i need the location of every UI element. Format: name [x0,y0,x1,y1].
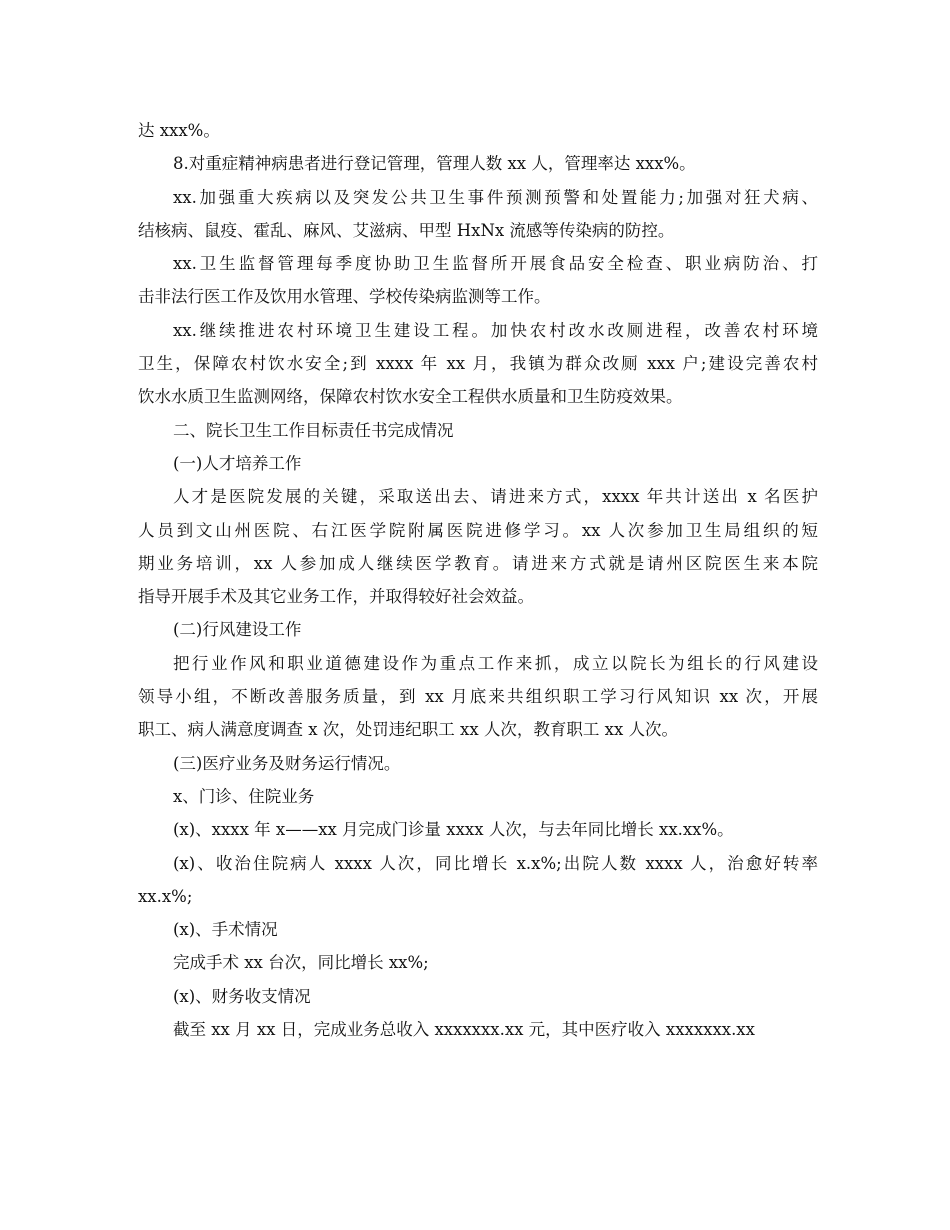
paragraph-line: x、门诊、住院业务 [173,786,315,806]
paragraph-line: 人才是医院发展的关键，采取送出去、请进来方式，xxxx 年共计送出 x 名医护 [173,487,818,507]
paragraph-line: 职工、病人满意度调查 x 次，处罚违纪职工 xx 人次，教育职工 xx 人次。 [138,720,678,740]
paragraph-line: 结核病、鼠疫、霍乱、麻风、艾滋病、甲型 HxNx 流感等传染病的防控。 [138,220,675,240]
paragraph-line: 截至 xx 月 xx 日，完成业务总收入 xxxxxxx.xx 元，其中医疗收入 xxxxxxx.xx [173,1020,755,1040]
paragraph-line: 人员到文山州医院、右江医学院附属医院进修学习。xx 人次参加卫生局组织的短 [138,520,818,540]
paragraph-line: 二、院长卫生工作目标责任书完成情况 [173,420,454,440]
paragraph-line: 完成手术 xx 台次，同比增长 xx%; [173,953,429,973]
paragraph-line: (二)行风建设工作 [173,620,302,640]
paragraph-line: xx.继续推进农村环境卫生建设工程。加快农村改水改厕进程，改善农村环境 [173,320,818,340]
paragraph-line: (x)、收治住院病人 xxxx 人次，同比增长 x.x%;出院人数 xxxx 人，治愈好转率 [173,853,818,873]
paragraph-line: 8.对重症精神病患者进行登记管理，管理人数 xx 人，管理率达 xxx%。 [173,154,696,174]
paragraph-line: 指导开展手术及其它业务工作，并取得较好社会效益。 [138,587,534,607]
paragraph-line: 卫生，保障农村饮水安全;到 xxxx 年 xx 月，我镇为群众改厕 xxx 户;建设完善农村 [138,354,818,374]
paragraph-line: xx.卫生监督管理每季度协助卫生监督所开展食品安全检查、职业病防治、打 [173,254,818,274]
paragraph-line: xx.加强重大疾病以及突发公共卫生事件预测预警和处置能力;加强对狂犬病、 [173,187,818,207]
paragraph-line: 达 xxx%。 [138,121,220,140]
paragraph-line: (x)、财务收支情况 [173,986,311,1006]
paragraph-line: (三)医疗业务及财务运行情况。 [173,753,401,773]
paragraph-line: (x)、手术情况 [173,920,278,940]
paragraph-line: xx.x%; [138,886,193,906]
paragraph-line: (x)、xxxx 年 x——xx 月完成门诊量 xxxx 人次，与去年同比增长 xx.xx%。 [173,820,734,840]
paragraph-line: 击非法行医工作及饮用水管理、学校传染病监测等工作。 [138,287,551,307]
paragraph-line: (一)人才培养工作 [173,453,302,473]
document-body [138,114,818,1046]
paragraph-line: 领导小组，不断改善服务质量，到 xx 月底来共组织职工学习行风知识 xx 次，开展 [138,687,818,707]
paragraph-line: 把行业作风和职业道德建设作为重点工作来抓，成立以院长为组长的行风建设 [173,653,818,673]
paragraph-line: 期业务培训，xx 人参加成人继续医学教育。请进来方式就是请州区院医生来本院 [138,553,818,573]
paragraph-line: 饮水水质卫生监测网络，保障农村饮水安全工程供水质量和卫生防疫效果。 [138,387,683,407]
